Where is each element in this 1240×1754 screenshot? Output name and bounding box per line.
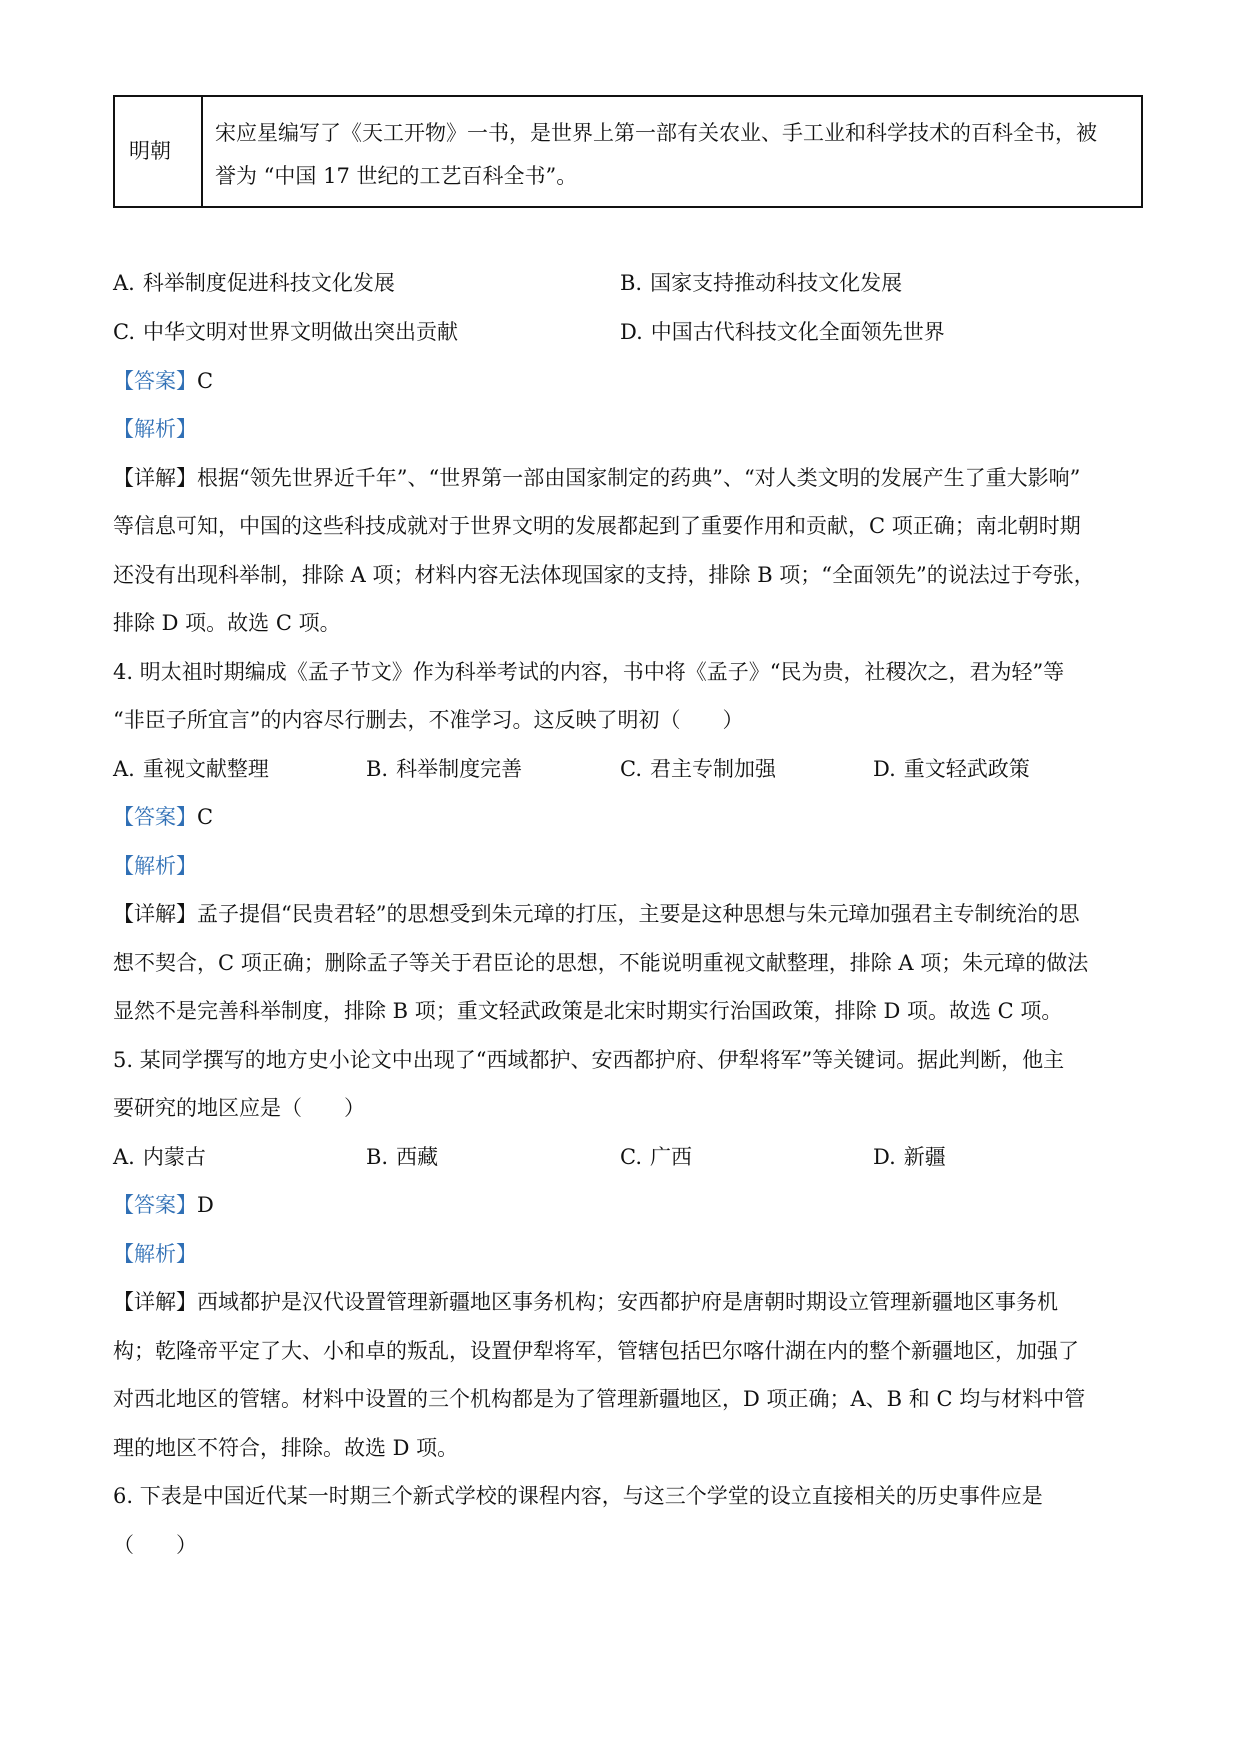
q4-stem-line: “非臣子所宜言”的内容尽行删去，不准学习。这反映了明初（ ）	[113, 708, 744, 732]
q4-detail-line: 想不契合，C 项正确；删除孟子等关于君臣论的思想，不能说明重视文献整理，排除 A 项；朱元璋的做法	[113, 951, 1089, 975]
q5-option-b: B. 西藏	[366, 1145, 439, 1169]
table-content-line: 誉为 “中国 17 世纪的工艺百科全书”。	[215, 164, 578, 188]
q5-detail-line: 构；乾隆帝平定了大、小和卓的叛乱，设置伊犁将军，管辖包括巴尔喀什湖在内的整个新疆地区，加强了	[113, 1339, 1079, 1363]
q3-analysis-tag: 【解析】	[113, 417, 197, 441]
q4-detail-line: 【详解】孟子提倡“民贵君轻”的思想受到朱元璋的打压，主要是这种思想与朱元璋加强君主专制统治的思	[113, 902, 1080, 926]
q5-answer: 【答案】D	[113, 1193, 214, 1217]
q3-option-b: B. 国家支持推动科技文化发展	[620, 271, 903, 295]
answer-tag: 【答案】	[113, 805, 197, 829]
q3-option-d: D. 中国古代科技文化全面领先世界	[620, 320, 945, 344]
q5-option-d: D. 新疆	[873, 1145, 946, 1169]
q6-stem-line: （ ）	[113, 1533, 197, 1557]
q4-stem-line: 4. 明太祖时期编成《孟子节文》作为科举考试的内容，书中将《孟子》“民为贵，社稷次之，君为轻”等	[113, 660, 1065, 684]
q4-option-a: A. 重视文献整理	[113, 757, 269, 781]
q5-detail-line: 对西北地区的管辖。材料中设置的三个机构都是为了管理新疆地区，D 项正确；A、B 和 C 均与材料中管	[113, 1387, 1086, 1411]
q5-option-a: A. 内蒙古	[113, 1145, 206, 1169]
q3-detail-line: 【详解】根据“领先世界近千年”、“世界第一部由国家制定的药典”、“对人类文明的发展产生了重大影响”	[113, 466, 1081, 490]
table-dynasty-cell: 明朝	[129, 139, 171, 163]
answer-tag: 【答案】	[113, 369, 197, 393]
q3-option-a: A. 科举制度促进科技文化发展	[113, 271, 395, 295]
q3-option-c: C. 中华文明对世界文明做出突出贡献	[113, 320, 458, 344]
q4-option-c: C. 君主专制加强	[620, 757, 776, 781]
table-column-divider	[201, 97, 203, 206]
q3-detail-line: 排除 D 项。故选 C 项。	[113, 611, 341, 635]
q4-detail-line: 显然不是完善科举制度，排除 B 项；重文轻武政策是北宋时期实行治国政策，排除 D 项。故选 C 项。	[113, 999, 1063, 1023]
q4-answer: 【答案】C	[113, 805, 214, 829]
q3-detail-line: 还没有出现科举制，排除 A 项；材料内容无法体现国家的支持，排除 B 项；“全面领先”的说法过于夸张，	[113, 563, 1095, 587]
table-content-line: 宋应星编写了《天工开物》一书，是世界上第一部有关农业、手工业和科学技术的百科全书，被	[215, 121, 1097, 145]
q5-stem-line: 5. 某同学撰写的地方史小论文中出现了“西域都护、安西都护府、伊犁将军”等关键词。据此判断，他主	[113, 1048, 1065, 1072]
q3-answer: 【答案】C	[113, 369, 214, 393]
q4-analysis-tag: 【解析】	[113, 854, 197, 878]
q5-stem-line: 要研究的地区应是（ ）	[113, 1096, 365, 1120]
q6-stem-line: 6. 下表是中国近代某一时期三个新式学校的课程内容，与这三个学堂的设立直接相关的历史事件应是	[113, 1484, 1043, 1508]
detail-tag: 【详解】	[113, 902, 197, 926]
q4-option-b: B. 科举制度完善	[366, 757, 523, 781]
q5-detail-line: 理的地区不符合，排除。故选 D 项。	[113, 1436, 459, 1460]
q3-detail-line: 等信息可知，中国的这些科技成就对于世界文明的发展都起到了重要作用和贡献，C 项正确；南北朝时期	[113, 514, 1081, 538]
answer-tag: 【答案】	[113, 1193, 197, 1217]
q5-option-c: C. 广西	[620, 1145, 692, 1169]
q5-detail-line: 【详解】西域都护是汉代设置管理新疆地区事务机构；安西都护府是唐朝时期设立管理新疆地区事务机	[113, 1290, 1058, 1314]
q5-analysis-tag: 【解析】	[113, 1242, 197, 1266]
detail-tag: 【详解】	[113, 466, 197, 490]
detail-tag: 【详解】	[113, 1290, 197, 1314]
ming-dynasty-table-row	[113, 95, 1143, 208]
q4-option-d: D. 重文轻武政策	[873, 757, 1030, 781]
